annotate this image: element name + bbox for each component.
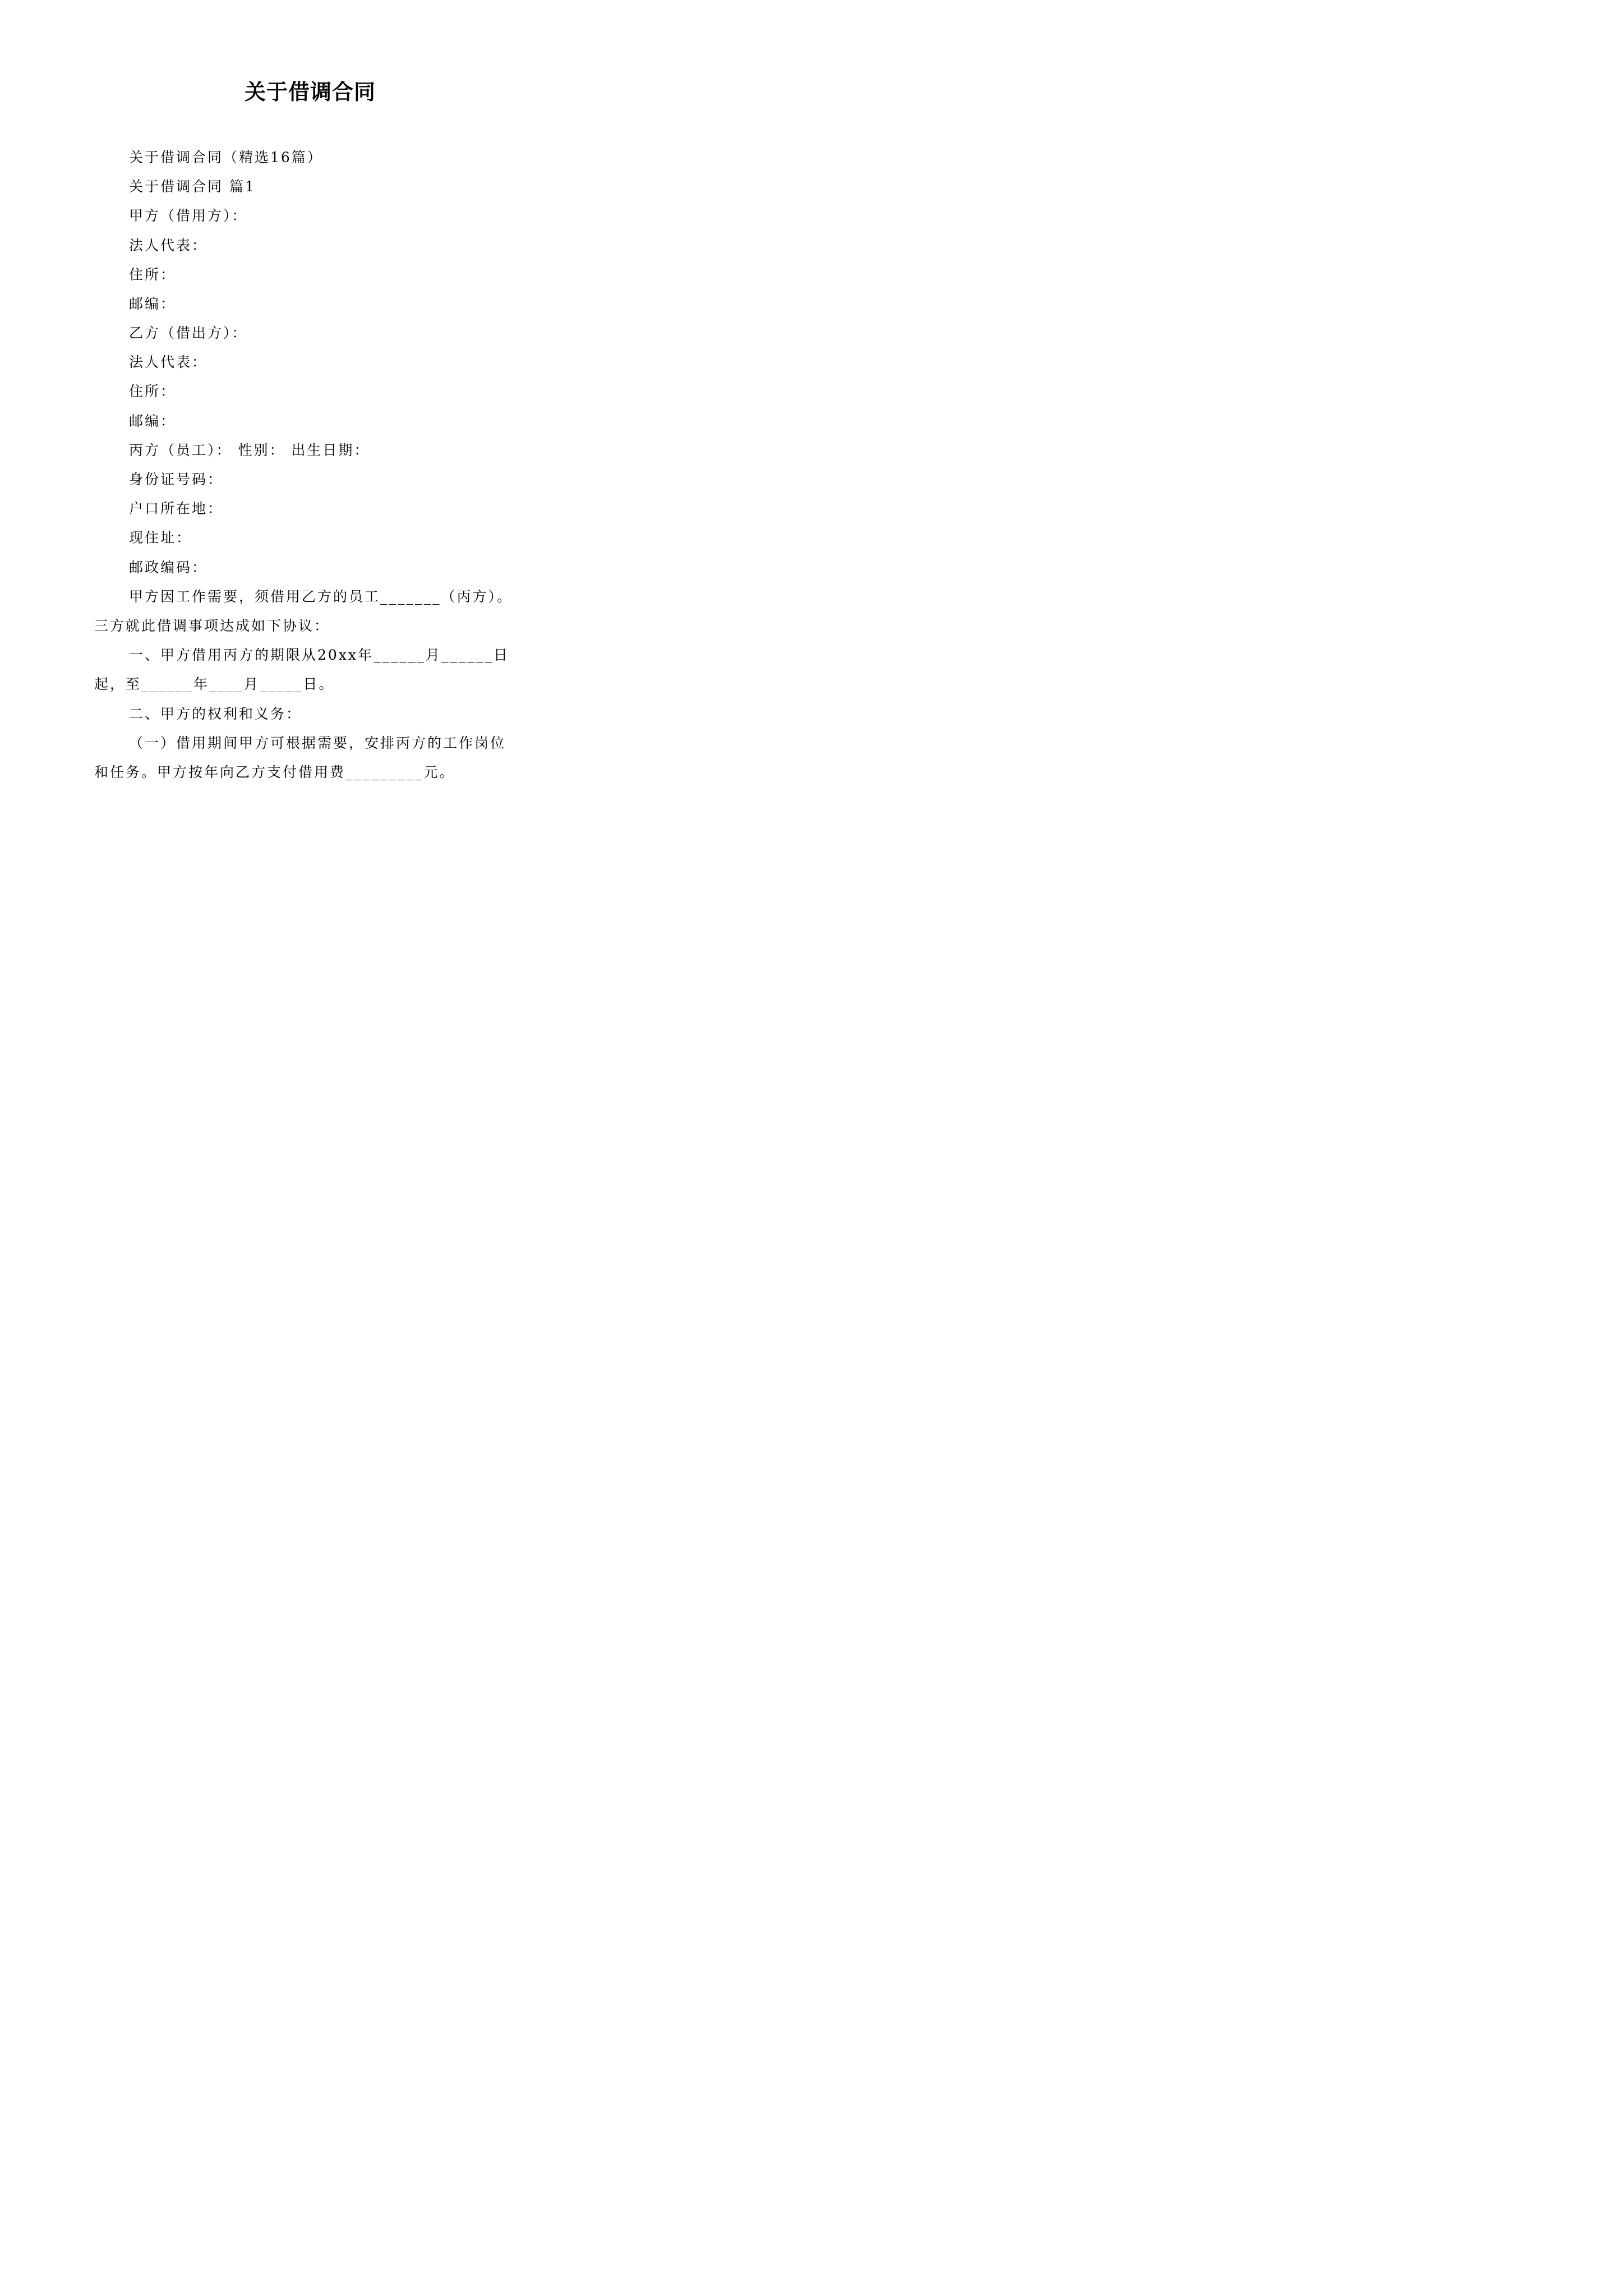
party-a-legal-rep: 法人代表： — [129, 237, 208, 254]
paragraph-intro-line1: 甲方因工作需要，须借用乙方的员工_______（丙方）。 — [129, 588, 513, 605]
party-b-postcode: 邮编： — [129, 413, 177, 429]
clause-1-line2: 起，至______年____月_____日。 — [94, 676, 335, 692]
clause-2-1-line1: （一）借用期间甲方可根据需要，安排丙方的工作岗位 — [129, 735, 506, 751]
party-a-label: 甲方（借用方）： — [129, 208, 248, 224]
party-a-address: 住所： — [129, 266, 177, 283]
document-title: 关于借调合同 — [244, 79, 376, 104]
clause-2-1-line2: 和任务。甲方按年向乙方支付借用费_________元。 — [94, 764, 455, 780]
subtitle-line: 关于借调合同（精选16篇） — [129, 149, 323, 165]
clause-1-line1: 一、甲方借用丙方的期限从20xx年______月______日 — [129, 647, 510, 663]
party-b-address: 住所： — [129, 383, 177, 399]
document-page — [0, 0, 620, 877]
party-c-id-number: 身份证号码： — [129, 471, 224, 487]
party-c-current-address: 现住址： — [129, 530, 192, 546]
party-b-label: 乙方（借出方）： — [129, 325, 248, 341]
clause-2-heading: 二、甲方的权利和义务： — [129, 706, 302, 722]
party-c-postal-code: 邮政编码： — [129, 559, 208, 576]
party-c-info: 丙方（员工）： 性别： 出生日期： — [129, 442, 370, 458]
party-c-hukou: 户口所在地： — [129, 500, 224, 517]
section-heading: 关于借调合同 篇1 — [129, 178, 256, 195]
party-b-legal-rep: 法人代表： — [129, 354, 208, 370]
party-a-postcode: 邮编： — [129, 296, 177, 312]
paragraph-intro-line2: 三方就此借调事项达成如下协议： — [94, 618, 330, 634]
